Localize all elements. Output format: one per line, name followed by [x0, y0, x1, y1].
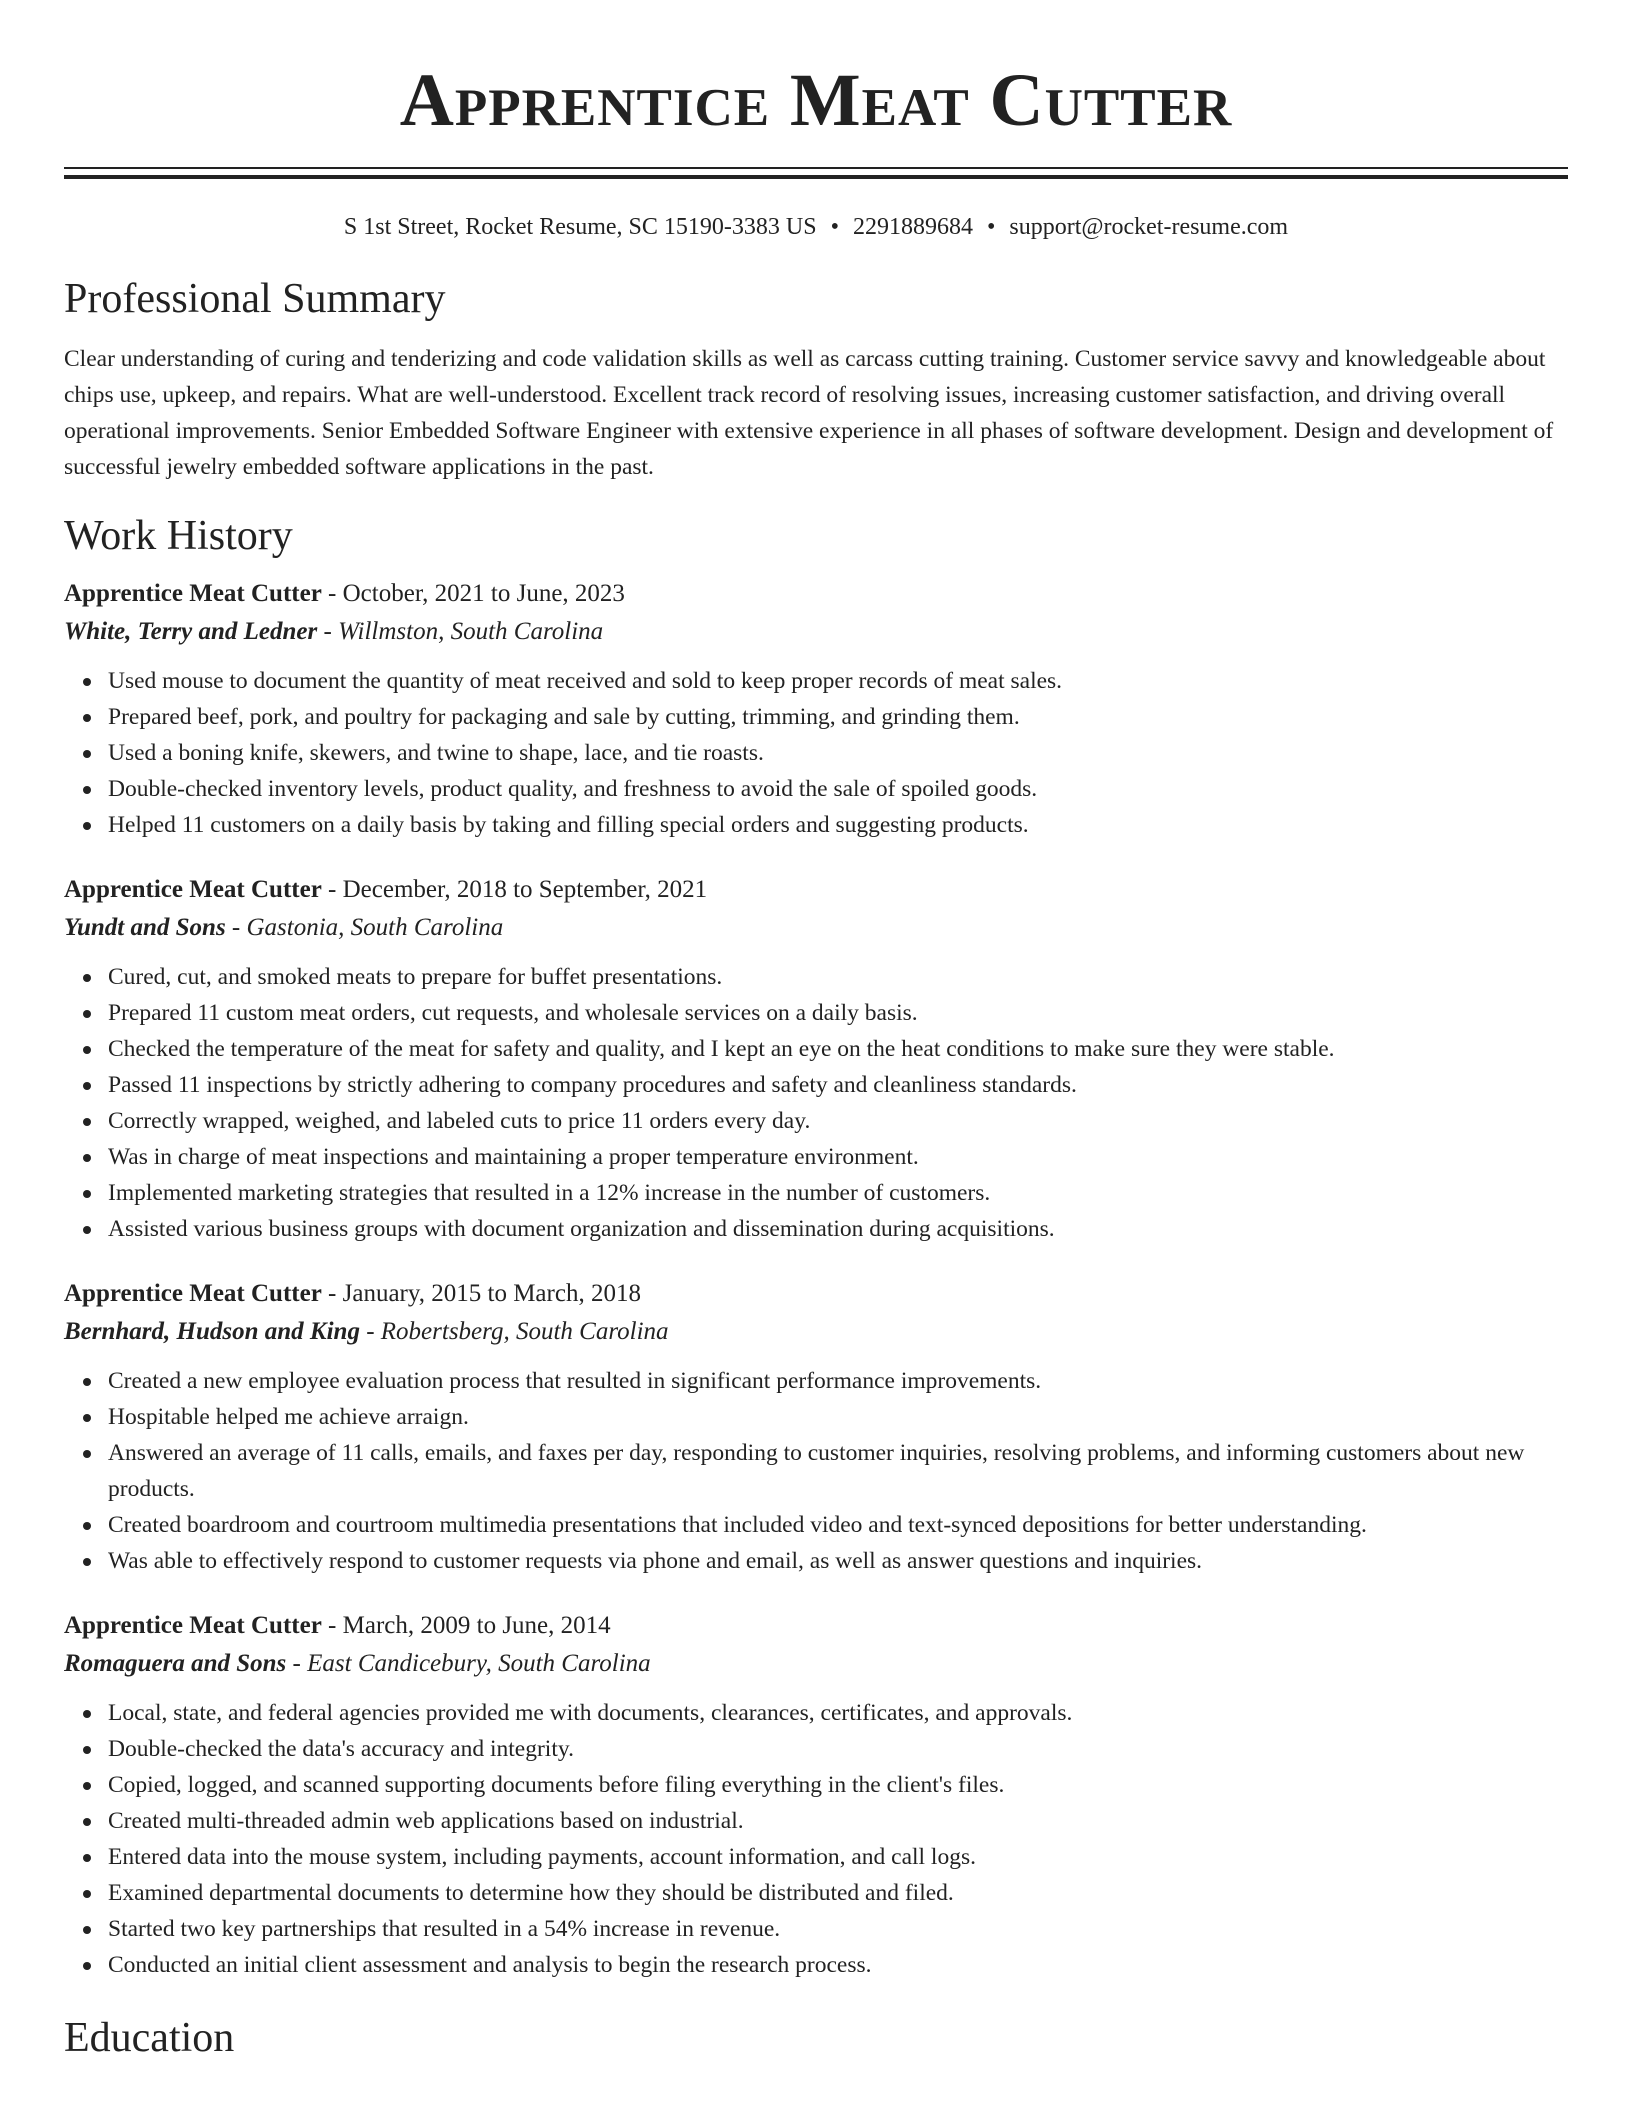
title-divider-thick [64, 175, 1568, 179]
job-bullet: Entered data into the mouse system, including payments, account information, and call logs. [108, 1839, 1568, 1875]
contact-separator: • [830, 214, 839, 240]
job-bullet: Correctly wrapped, weighed, and labeled cuts to price 11 orders every day. [108, 1103, 1568, 1139]
job-location: - Willmston, South Carolina [317, 618, 604, 645]
job-entry [64, 871, 1568, 1247]
job-title-line [64, 1275, 1568, 1313]
job-entry [64, 1607, 1568, 1983]
job-title-line [64, 1607, 1568, 1645]
job-title: Apprentice Meat Cutter [64, 580, 322, 607]
job-bullet: Copied, logged, and scanned supporting documents before filing everything in the client's files. [108, 1767, 1568, 1803]
job-title: Apprentice Meat Cutter [64, 876, 322, 903]
job-title: Apprentice Meat Cutter [64, 1280, 322, 1307]
job-bullet: Used mouse to document the quantity of meat received and sold to keep proper records of meat sales. [108, 663, 1568, 699]
section-heading-work-history: Work History [64, 513, 293, 559]
job-location: - Robertsberg, South Carolina [359, 1318, 669, 1345]
job-bullet: Double-checked the data's accuracy and integrity. [108, 1731, 1568, 1767]
contact-phone: 2291889684 [852, 214, 973, 240]
job-bullet: Prepared beef, pork, and poultry for packaging and sale by cutting, trimming, and grinding them. [108, 699, 1568, 735]
job-dates: - October, 2021 to June, 2023 [321, 580, 625, 607]
job-title: Apprentice Meat Cutter [64, 1612, 322, 1639]
job-bullet: Created a new employee evaluation process that resulted in significant performance improvements. [108, 1363, 1568, 1399]
job-bullet: Started two key partnerships that resulted in a 54% increase in revenue. [108, 1911, 1568, 1947]
job-bullet: Examined departmental documents to determine how they should be distributed and filed. [108, 1875, 1568, 1911]
job-bullet: Cured, cut, and smoked meats to prepare for buffet presentations. [108, 959, 1568, 995]
job-location: - East Candicebury, South Carolina [286, 1650, 651, 1677]
job-bullet: Checked the temperature of the meat for safety and quality, and I kept an eye on the heat conditions to make sure they were stable. [108, 1031, 1568, 1067]
job-dates: - December, 2018 to September, 2021 [321, 876, 708, 903]
job-bullet-list [64, 1363, 1568, 1579]
job-bullet: Local, state, and federal agencies provided me with documents, clearances, certificates, and approvals. [108, 1695, 1568, 1731]
job-bullet: Was able to effectively respond to customer requests via phone and email, as well as answer questions and inquiries. [108, 1543, 1568, 1579]
job-bullet: Double-checked inventory levels, product quality, and freshness to avoid the sale of spoiled goods. [108, 771, 1568, 807]
resume-title: Apprentice Meat Cutter [399, 59, 1233, 142]
job-bullet: Hospitable helped me achieve arraign. [108, 1399, 1568, 1435]
job-company-line [64, 1313, 1568, 1351]
job-bullet: Used a boning knife, skewers, and twine to shape, lace, and tie roasts. [108, 735, 1568, 771]
job-bullet: Created boardroom and courtroom multimedia presentations that included video and text-synced depositions for better understanding. [108, 1507, 1568, 1543]
job-location: - Gastonia, South Carolina [225, 914, 504, 941]
job-bullet: Answered an average of 11 calls, emails, and faxes per day, responding to customer inquiries, resolving problems, and informing customers about new products. [108, 1435, 1568, 1507]
job-bullet-list [64, 663, 1568, 843]
job-company-line [64, 613, 1568, 651]
job-dates: - January, 2015 to March, 2018 [321, 1280, 641, 1307]
section-heading-summary: Professional Summary [64, 276, 446, 322]
job-bullet-list [64, 1695, 1568, 1983]
job-company: White, Terry and Ledner [64, 618, 318, 645]
job-bullet-list [64, 959, 1568, 1247]
job-company: Yundt and Sons [64, 914, 226, 941]
resume-page [64, 0, 1568, 2063]
job-dates: - March, 2009 to June, 2014 [321, 1612, 611, 1639]
job-bullet: Helped 11 customers on a daily basis by taking and filling special orders and suggesting products. [108, 807, 1568, 843]
job-entry [64, 1275, 1568, 1579]
job-bullet: Created multi-threaded admin web applications based on industrial. [108, 1803, 1568, 1839]
job-bullet: Implemented marketing strategies that resulted in a 12% increase in the number of customers. [108, 1175, 1568, 1211]
job-bullet: Was in charge of meat inspections and maintaining a proper temperature environment. [108, 1139, 1568, 1175]
contact-email: support@rocket-resume.com [1009, 214, 1289, 240]
contact-address: S 1st Street, Rocket Resume, SC 15190-3383 US [343, 214, 817, 240]
job-company-line [64, 909, 1568, 947]
contact-line [64, 212, 1568, 242]
job-company: Romaguera and Sons [64, 1650, 287, 1677]
job-entry [64, 575, 1568, 843]
job-company-line [64, 1645, 1568, 1683]
job-bullet: Passed 11 inspections by strictly adhering to company procedures and safety and cleanliness standards. [108, 1067, 1568, 1103]
title-divider-thin [64, 167, 1568, 169]
contact-separator: • [986, 214, 996, 240]
summary-text: Clear understanding of curing and tenderizing and code validation skills as well as carcass cutting training. Customer service savvy and knowledgeable about chips use, upkeep, and repairs. What are well-understood. Excellent track record of resolving issues, increasing customer satisfaction, and driving overall operational improvements. Senior Embedded Software Engineer with extensive experience in all phases of software development. Design and development of successful jewelry embedded software applications in the past. [64, 346, 1554, 480]
job-company: Bernhard, Hudson and King [64, 1318, 360, 1345]
section-heading-education: Education [64, 2015, 235, 2061]
job-bullet: Prepared 11 custom meat orders, cut requests, and wholesale services on a daily basis. [108, 995, 1568, 1031]
job-title-line [64, 871, 1568, 909]
job-bullet: Assisted various business groups with document organization and dissemination during acquisitions. [108, 1211, 1568, 1247]
job-title-line [64, 575, 1568, 613]
job-bullet: Conducted an initial client assessment and analysis to begin the research process. [108, 1947, 1568, 1983]
